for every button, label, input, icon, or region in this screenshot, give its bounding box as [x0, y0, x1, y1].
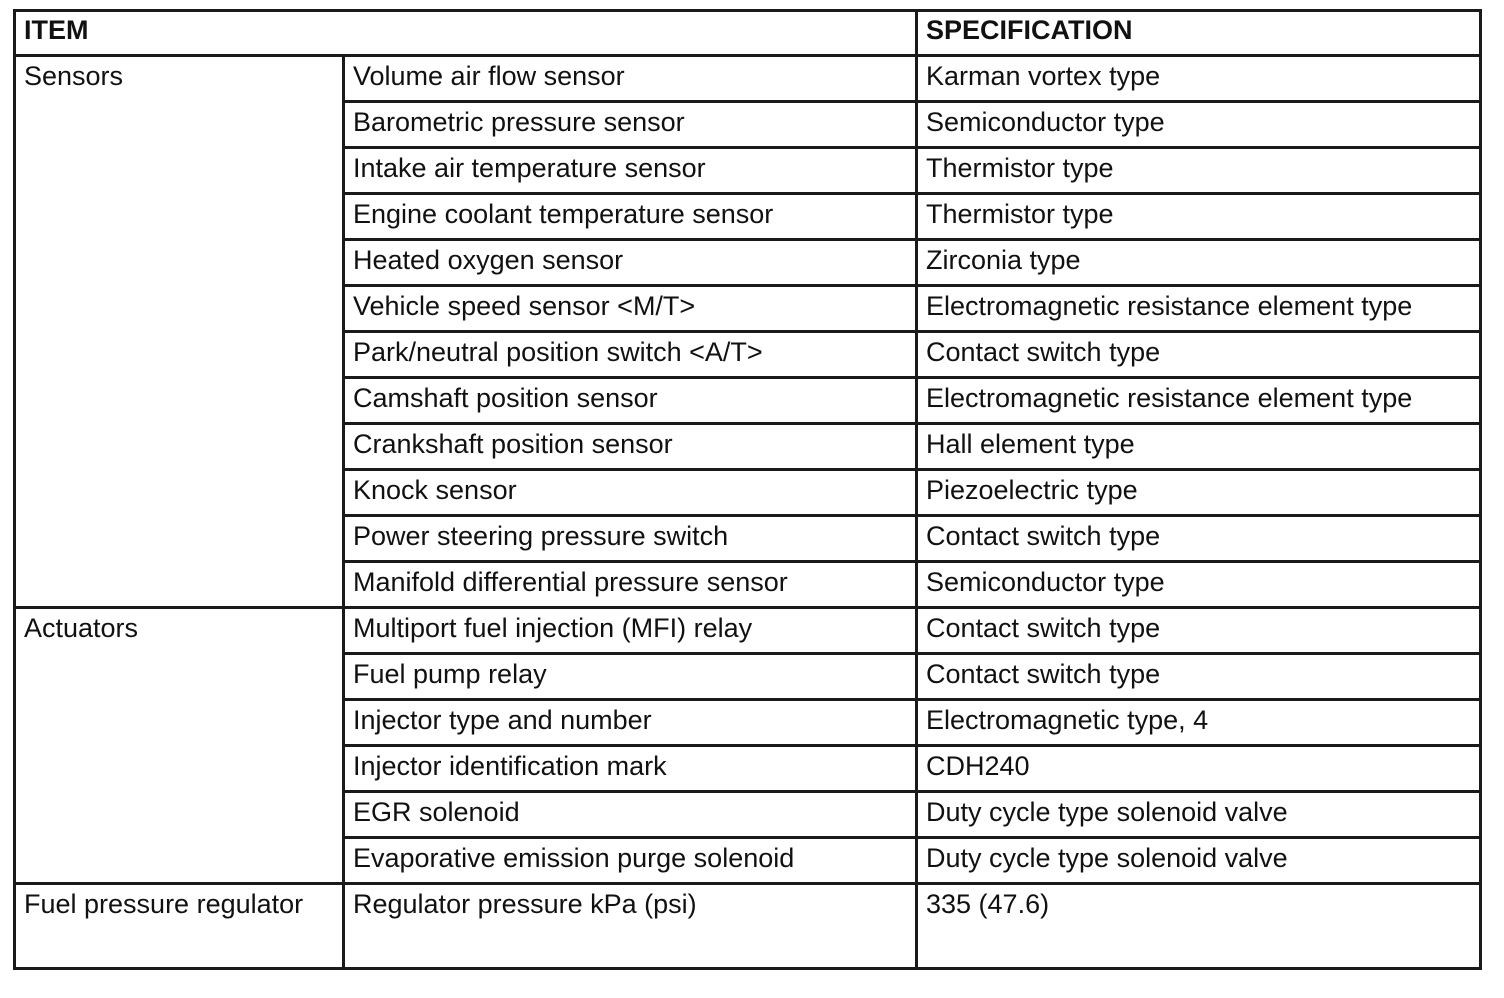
spec-cell: Piezoelectric type [917, 470, 1481, 516]
item-cell: Volume air flow sensor [344, 56, 917, 102]
spec-cell: Hall element type [917, 424, 1481, 470]
spec-cell: Electromagnetic type, 4 [917, 700, 1481, 746]
spec-cell: Thermistor type [917, 148, 1481, 194]
group-label-sensors: Sensors [15, 56, 344, 608]
spec-cell: Zirconia type [917, 240, 1481, 286]
item-cell: Injector identification mark [344, 746, 917, 792]
item-cell: Camshaft position sensor [344, 378, 917, 424]
item-cell: Fuel pump relay [344, 654, 917, 700]
table-row [15, 608, 1481, 654]
item-cell: Engine coolant temperature sensor [344, 194, 917, 240]
spec-cell: Thermistor type [917, 194, 1481, 240]
item-cell: Crankshaft position sensor [344, 424, 917, 470]
item-cell: EGR solenoid [344, 792, 917, 838]
item-cell: Vehicle speed sensor <M/T> [344, 286, 917, 332]
table-row [15, 884, 1481, 969]
spec-cell: Contact switch type [917, 608, 1481, 654]
spec-cell: Semiconductor type [917, 562, 1481, 608]
spec-cell: Contact switch type [917, 332, 1481, 378]
item-cell: Manifold differential pressure sensor [344, 562, 917, 608]
spec-cell: Karman vortex type [917, 56, 1481, 102]
item-cell: Heated oxygen sensor [344, 240, 917, 286]
item-cell: Knock sensor [344, 470, 917, 516]
item-cell: Barometric pressure sensor [344, 102, 917, 148]
header-specification: SPECIFICATION [917, 11, 1481, 56]
item-cell: Evaporative emission purge solenoid [344, 838, 917, 884]
item-cell: Park/neutral position switch <A/T> [344, 332, 917, 378]
header-row [15, 11, 1481, 56]
spec-cell: CDH240 [917, 746, 1481, 792]
group-label-fuel-pressure-regulator: Fuel pressure regulator [15, 884, 344, 969]
item-cell: Power steering pressure switch [344, 516, 917, 562]
spec-cell: Contact switch type [917, 516, 1481, 562]
item-cell: Intake air temperature sensor [344, 148, 917, 194]
header-item: ITEM [15, 11, 917, 56]
item-cell: Injector type and number [344, 700, 917, 746]
spec-cell: 335 (47.6) [917, 884, 1481, 969]
item-cell: Multiport fuel injection (MFI) relay [344, 608, 917, 654]
specification-table [13, 9, 1482, 970]
group-label-actuators: Actuators [15, 608, 344, 884]
spec-cell: Electromagnetic resistance element type [917, 286, 1481, 332]
spec-cell: Semiconductor type [917, 102, 1481, 148]
spec-cell: Duty cycle type solenoid valve [917, 792, 1481, 838]
spec-cell: Duty cycle type solenoid valve [917, 838, 1481, 884]
item-cell: Regulator pressure kPa (psi) [344, 884, 917, 969]
spec-cell: Electromagnetic resistance element type [917, 378, 1481, 424]
spec-cell: Contact switch type [917, 654, 1481, 700]
table-row [15, 56, 1481, 102]
